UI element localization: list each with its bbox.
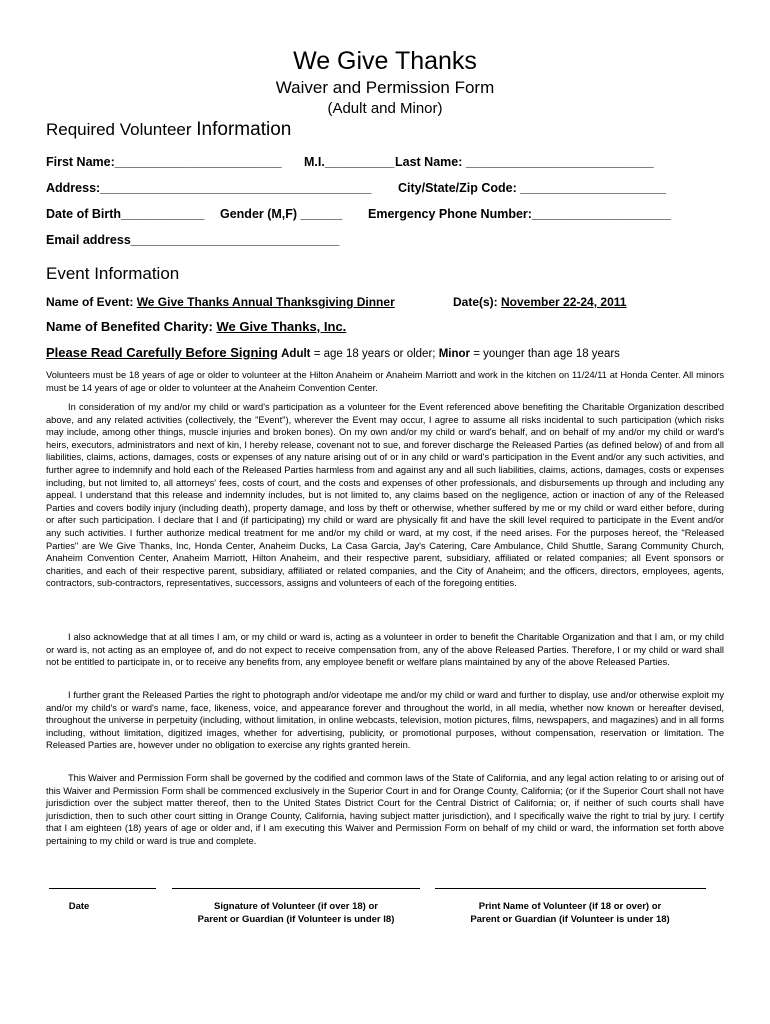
minor-label: Minor [438,348,470,360]
volunteer-status-paragraph: I also acknowledge that at all times I am, or my child or ward is, acting as a volunteer in order to benefit the Charitable Organization and that I am, or my child or ward is, not acting as an employee of, and do not expect to receive compensation from, any of the above Released Parties. Therefore, I or my child or ward shall not be entitled to participate in, or to receive any benefits from, any employee benefit or welfare plans maintained by any of the above Released Parties. [46,632,724,668]
signature-label [172,900,420,926]
release-paragraph: In consideration of my and/or my child or ward's participation as a volunteer for the Event referenced above benefiting the Charitable Organization described above, and any related activities (collectively, the "Event"), wherever the Event may occur, I agree to assume all risks incidental to such participation (which risks may include, among other things, muscle injuries and broken bones). On my own and/or my child or ward's behalf, and on behalf of my and/or my child or ward's heirs, executors, administrators and next of kin, I hereby release, covenant not to sue, and forever discharge the Released Parties (as defined below) of and from all liabilities, claims, actions, damages, costs or expenses of any nature arising out of or in any child or ward's participation in the Event and/or any such activities, and further agree to indemnify and hold each of the Released Parties harmless from and against any and all such liabilities, claims, actions, damages, costs or expenses including, but not limited to, all attorneys' fees, costs of court, and the costs and expenses of other professionals, and disbursements up through and including any appeal. I understand that this release and indemnity includes, but is not limited to, any claims based on the negligence, action or inaction of any of the Released Parties and covers bodily injury (including death), property damage, and loss by theft or otherwise, whether suffered by me or my child or ward either before, during or after such participation. I declare that I and (if participating) my child or ward are physically fit and have the skill level required to participate in the Event and/or any such activities. I further authorize medical treatment for me and/or my child or ward, at my cost, if the need arises. For the purposes hereof, the "Released Parties" are We Give Thanks, Inc, Honda Center, Anaheim Ducks, La Casa Garcia, Jay's Catering, Care Ambulance, Child Shuttle, Sarang Community Church, Anaheim Convention Center, Anaheim Marriott, Hilton Anaheim, and their respective parent, subsidiary, affiliated or related companies; all Event sponsors or charities, and each of their respective parent, subsidiary, affiliated or related companies, and the City of Anaheim; and the officers, directors, employees, agents, contractors, sub-contractors, representatives, successors, assigns and volunteers of each of the foregoing entities. [46,402,724,589]
governing-law-paragraph: This Waiver and Permission Form shall be governed by the codified and common laws of the State of California, and any legal action relating to or arising out of this Waiver and Permission Form shall be commenced exclusively in the Superior Court in and for Orange County, California; (or if the Superior Court shall not have jurisdiction over the subject matter thereof, then to the United States District Court for the Central District of California; or, if neither of such courts shall have jurisdiction, then to such other court sitting in Orange County, California, having subject matter jurisdiction), and I specifically waive the right to trial by jury. I certify that I am eighteen (18) years of age or older and, if I am executing this Waiver and Permission Form on behalf of my child or ward, the information set forth above pertaining to my child or ward is true and complete. [46,773,724,846]
print-name-label-line1: Print Name of Volunteer (if 18 or over) or [478,901,662,912]
middle-initial-field[interactable]: M.I.__________ [304,155,395,169]
volunteer-heading-part2: Information [196,119,292,140]
form-subtitle: Waiver and Permission Form [275,78,495,97]
adult-definition: = age 18 years or older; [310,348,439,360]
event-name-value: We Give Thanks Annual Thanksgiving Dinner [136,295,395,309]
minor-definition: = younger than age 18 years [470,348,620,360]
email-field[interactable]: Email address______________________________ [46,233,340,247]
notice-row [46,345,724,360]
date-of-birth-field[interactable]: Date of Birth____________ [46,207,205,221]
address-field[interactable]: Address:_______________________________________ [46,181,372,195]
event-dates-label: Date(s): [453,295,502,309]
print-name-signature-line[interactable] [435,888,706,889]
signature-label-line1: Signature of Volunteer (if over 18) or [214,901,378,912]
first-name-field[interactable]: First Name:________________________ [46,155,282,169]
emergency-phone-field[interactable]: Emergency Phone Number:____________________ [368,207,671,221]
print-name-label-line2: Parent or Guardian (if Volunteer is under 18) [470,914,670,925]
media-rights-paragraph: I further grant the Released Parties the right to photograph and/or videotape me and/or my child or ward and further to display, use and/or otherwise exploit my and/or my child's or ward's name, face, likeness, voice, and appearance forever and throughout the world, in all media, whether now known or hereafter devised, throughout the universe in perpetuity (including, without limitation, in online webcasts, television, motion pictures, films, newspapers, and magazines) and in all forms including, without limitation, digitized images, whether for advertising, publicity, or promotional purposes, without compensation, reservation or limitation. The Released Parties are, however under no obligation to exercise any rights granted herein. [46,690,724,751]
read-carefully-notice: Please Read Carefully Before Signing [46,345,278,360]
event-info-heading: Event Information [46,264,180,283]
event-dates-value: November 22-24, 2011 [501,295,627,309]
gender-field[interactable]: Gender (M,F) ______ [220,207,343,221]
volunteer-info-heading [46,119,291,141]
date-label: Date [68,901,90,912]
age-requirements-paragraph: Volunteers must be 18 years of age or older to volunteer at the Hilton Anaheim or Anaheim Marriott and work in the kitchen on 11/24/11 at Honda Center. All minors must be 14 years of age or older to volunteer at the Anaheim Convention Center. [46,370,724,393]
volunteer-signature-line[interactable] [172,888,420,889]
city-state-zip-field[interactable]: City/State/Zip Code: _____________________ [398,181,667,195]
form-subtitle-adult-minor: (Adult and Minor) [327,100,443,117]
event-name-label: Name of Event: [46,295,137,309]
date-signature-line[interactable] [49,888,156,889]
form-title: We Give Thanks [293,47,477,75]
volunteer-heading-part1: Required Volunteer [46,120,197,139]
last-name-field[interactable]: Last Name: ___________________________ [395,155,654,169]
charity-value: We Give Thanks, Inc. [216,319,347,334]
print-name-label [440,900,700,926]
signature-label-line2: Parent or Guardian (if Volunteer is under I8) [197,914,395,925]
charity-row [46,319,724,334]
adult-label: Adult [281,348,311,360]
charity-label: Name of Benefited Charity: [46,319,217,334]
